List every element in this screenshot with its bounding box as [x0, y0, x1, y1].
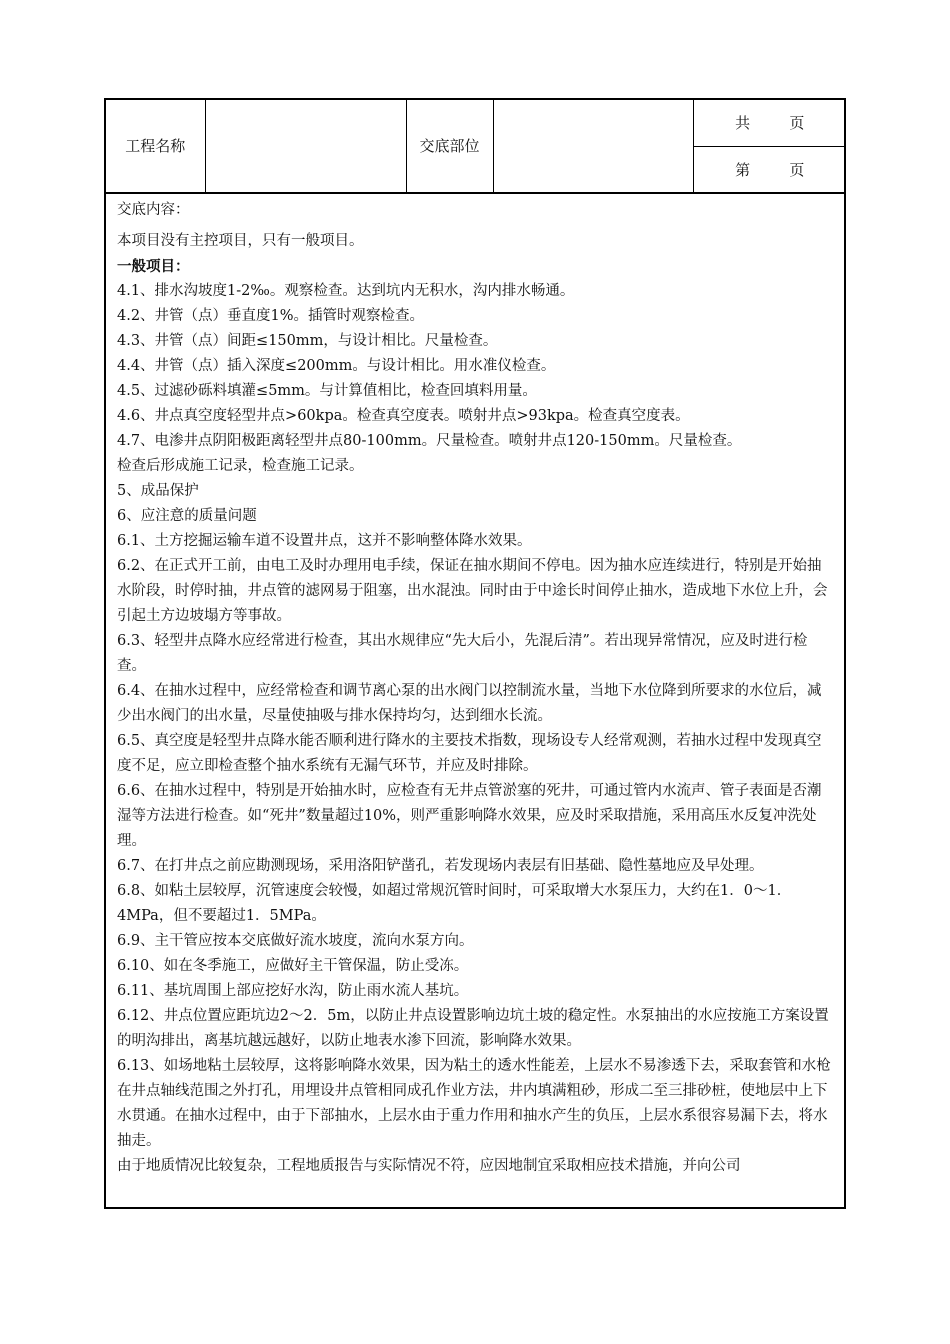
- content-paragraph: 6.4、在抽水过程中，应经常检查和调节离心泵的出水阀门以控制流水量，当地下水位降到所要求的水位后，减少出水阀门的出水量，尽量使抽吸与排水保持均匀，达到细水长流。: [117, 682, 822, 724]
- project-name-value: [205, 100, 406, 192]
- content-paragraph: 4.7、电渗井点阴阳极距离轻型井点80-100mm。尺量检查。喷射井点120-150mm。尺量检查。: [117, 432, 742, 449]
- content-intro-label: 交底内容：: [117, 201, 190, 218]
- content-paragraph: 6.3、轻型井点降水应经常进行检查，其出水规律应“先大后小，先混后清”。若出现异常情况，应及时进行检查。: [117, 632, 808, 674]
- disclosure-content: [106, 193, 844, 1179]
- content-paragraph: 6.12、井点位置应距坑边2～2．5m，以防止井点设置影响边坑土坡的稳定性。水泵抽出的水应按施工方案设置的明沟排出，离基坑越远越好，以防止地表水渗下回流，影响降水效果。: [117, 1007, 829, 1049]
- content-paragraph: 6.2、在正式开工前，由电工及时办理用电手续，保证在抽水期间不停电。因为抽水应连续进行，特别是开始抽水阶段，时停时抽，井点管的滤网易于阻塞，出水混浊。同时由于中途长时间停止抽水，造成地下水位上升，会引起土方边坡塌方等事故。: [117, 557, 828, 624]
- section-heading: 5、成品保护: [117, 482, 199, 499]
- content-paragraph: 4.6、井点真空度轻型井点>60kpa。检查真空度表。喷射井点>93kpa。检查真空度表。: [117, 407, 690, 424]
- content-paragraph: 4.1、排水沟坡度1-2‰。观察检查。达到坑内无积水，沟内排水畅通。: [117, 282, 575, 299]
- page-label: 第: [735, 160, 751, 179]
- location-value: [493, 100, 693, 192]
- section-heading: 6、应注意的质量问题: [117, 507, 257, 524]
- content-paragraph: 4.4、井管（点）插入深度≤200mm。与设计相比。用水准仪检查。: [117, 357, 556, 374]
- general-items-heading: 一般项目：: [117, 257, 190, 275]
- page-number-cell: [693, 146, 846, 192]
- content-paragraph: 6.6、在抽水过程中，特别是开始抽水时，应检查有无井点管淤塞的死井，可通过管内水流声、管子表面是否潮湿等方法进行检查。如“死井”数量超过10%，则严重影响降水效果，应及时采取措施，采用高压水反复冲洗处理。: [117, 782, 822, 849]
- location-label: 交底部位: [406, 100, 493, 192]
- content-paragraph: 检查后形成施工记录，检查施工记录。: [117, 457, 364, 474]
- total-unit: 页: [789, 114, 805, 133]
- content-paragraph: 6.11、基坑周围上部应挖好水沟，防止雨水流人基坑。: [117, 982, 469, 999]
- content-paragraph: 6.1、土方挖掘运输车道不设置井点，这并不影响整体降水效果。: [117, 532, 532, 549]
- content-paragraph: 6.5、真空度是轻型井点降水能否顺利进行降水的主要技术指数，现场设专人经常观测，若抽水过程中发现真空度不足，应立即检查整个抽水系统有无漏气环节，并应及时排除。: [117, 732, 822, 774]
- content-paragraph: 4.2、井管（点）垂直度1%。插管时观察检查。: [117, 307, 425, 324]
- content-paragraph: 6.10、如在冬季施工，应做好主干管保温，防止受冻。: [117, 957, 469, 974]
- content-paragraph: 本项目没有主控项目，只有一般项目。: [117, 232, 364, 249]
- disclosure-form: [104, 98, 846, 1209]
- total-label: 共: [735, 114, 751, 133]
- content-paragraph: 4.3、井管（点）间距≤150mm，与设计相比。尺量检查。: [117, 332, 498, 349]
- content-paragraph: 6.7、在打井点之前应勘测现场，采用洛阳铲凿孔，若发现场内表层有旧基础、隐性墓地应及早处理。: [117, 857, 764, 874]
- content-paragraph: 4.5、过滤砂砾料填灌≤5mm。与计算值相比，检查回填料用量。: [117, 382, 537, 399]
- content-paragraph: 6.8、如粘土层较厚，沉管速度会较慢，如超过常规沉管时间时，可采取增大水泵压力，大约在1．0～1．4MPa，但不要超过1．5MPa。: [117, 882, 792, 924]
- page-unit: 页: [789, 160, 805, 179]
- project-name-label: 工程名称: [106, 100, 205, 192]
- content-paragraph: 由于地质情况比较复杂，工程地质报告与实际情况不符，应因地制宜采取相应技术措施，并向公司: [117, 1157, 741, 1174]
- content-paragraph: 6.13、如场地粘土层较厚，这将影响降水效果，因为粘土的透水性能差，上层水不易渗透下去，采取套管和水枪在井点轴线范围之外打孔，用埋设井点管相同成孔作业方法，井内填满粗砂，形成二至三排砂桩，使地层中上下水贯通。在抽水过程中，由于下部抽水，上层水由于重力作用和抽水产生的负压，上层水系很容易漏下去，将水抽走。: [117, 1057, 831, 1149]
- content-paragraph: 6.9、主干管应按本交底做好流水坡度，流向水泵方向。: [117, 932, 474, 949]
- total-pages-cell: [693, 100, 846, 146]
- header-table: [106, 100, 846, 193]
